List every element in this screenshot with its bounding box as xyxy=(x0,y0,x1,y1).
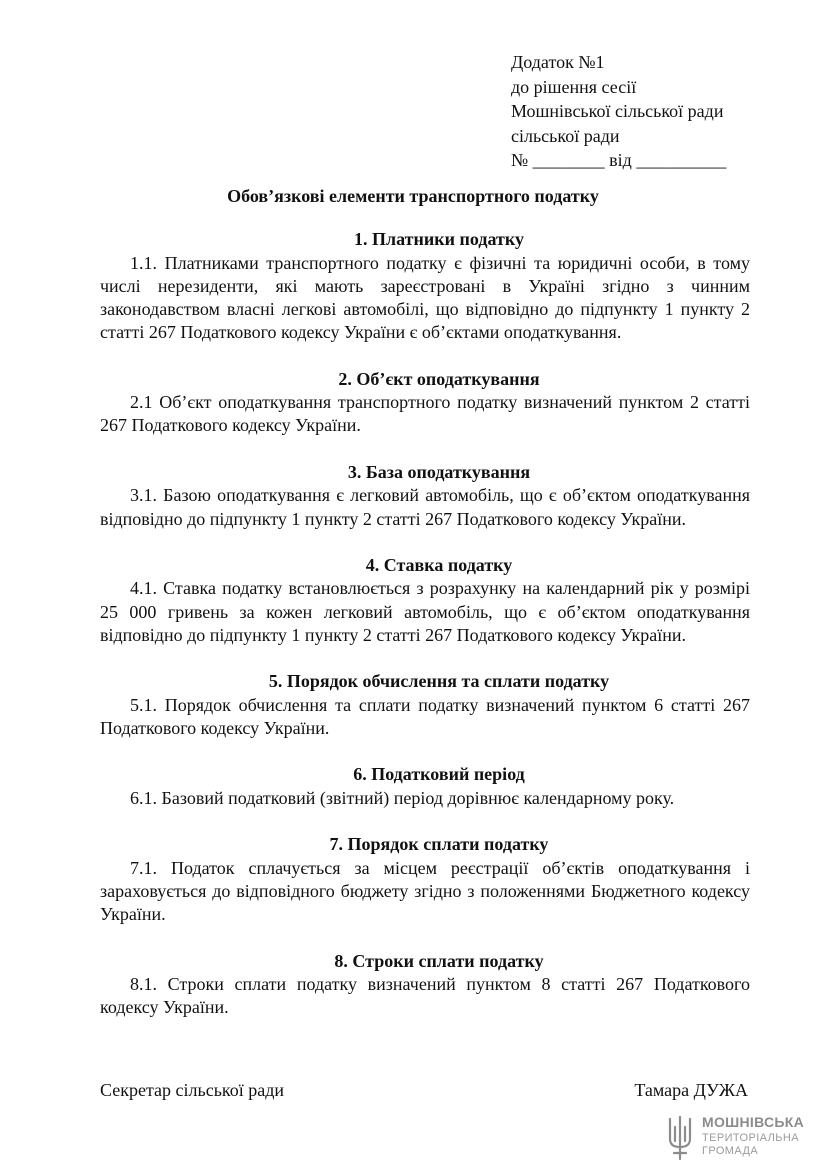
logo-subtitle-2: ГРОМАДА xyxy=(702,1145,759,1157)
appendix-line-1: Додаток №1 xyxy=(511,52,605,72)
section-heading: 4. Ставка податку xyxy=(365,554,513,575)
section-heading: 8. Строки сплати податку xyxy=(334,950,544,971)
logo-subtitle-1: ТЕРИТОРІАЛЬНА xyxy=(702,1132,799,1144)
section-object xyxy=(100,368,750,438)
section-text: 1.1. Платниками транспортного податку є фізичні та юридичні особи, в тому числі нерезиденти, які мають зареєстровані в Україні згідно з чинним законодавством власні легкові автомобілі, що відповідно до підпункту 1 пункту 2 статті 267 Податкового кодексу України є об’єктами оподаткування. xyxy=(100,252,750,343)
section-payment-order xyxy=(100,833,750,926)
section-text: 4.1. Ставка податку встановлюється з розрахунку на календарний рік у розмірі 25 000 гривень за кожен легковий автомобіль, що є об’єктом оподаткування відповідно до підпункту 1 пункту 2 статті 267 Податкового кодексу України. xyxy=(100,578,750,645)
section-text: 5.1. Порядок обчислення та сплати податку визначений пунктом 6 статті 267 Податкового кодексу України. xyxy=(100,694,750,739)
section-heading: 6. Податковий період xyxy=(353,764,525,785)
section-text: 8.1. Строки сплати податку визначений пунктом 8 статті 267 Податкового кодексу України. xyxy=(100,974,750,1018)
community-logo xyxy=(664,1113,814,1163)
section-text: 3.1. Базою оподаткування є легковий автомобіль, що є об’єктом оподаткування відповідно до підпункту 1 пункту 2 статті 267 Податкового кодексу України. xyxy=(100,485,750,529)
section-text: 6.1. Базовий податковий (звітний) період дорівнює календарному року. xyxy=(130,787,675,808)
section-base xyxy=(100,461,750,531)
appendix-line-4: сільської ради xyxy=(511,125,620,146)
signatory-name: Тамара ДУЖА xyxy=(634,1080,748,1100)
trident-icon xyxy=(664,1115,696,1161)
section-payment-terms xyxy=(100,950,750,1020)
appendix-block xyxy=(511,50,771,173)
section-text: 2.1 Об’єкт оподаткування транспортного податку визначений пунктом 2 статті 267 Податкового кодексу України. xyxy=(100,392,750,436)
section-heading: 1. Платники податку xyxy=(354,229,524,249)
section-text: 7.1. Податок сплачується за місцем реєстрації об’єктів оподаткування і зараховується до відповідного бюджету згідно з положеннями Бюджетного кодексу України. xyxy=(100,857,750,925)
signatory-position: Секретар сільської ради xyxy=(100,1080,285,1100)
section-rate xyxy=(100,554,750,647)
logo-brand-text: МОШНІВСЬКА xyxy=(702,1114,805,1130)
section-heading: 7. Порядок сплати податку xyxy=(329,834,549,855)
appendix-line-2: до рішення сесії xyxy=(511,76,637,97)
section-payers xyxy=(100,228,750,345)
section-calculation xyxy=(100,670,750,740)
section-heading: 3. База оподаткування xyxy=(347,461,531,482)
section-heading: 2. Об’єкт оподаткування xyxy=(338,368,540,389)
section-heading: 5. Порядок обчислення та сплати податку xyxy=(268,671,610,692)
section-period xyxy=(100,763,750,810)
appendix-line-3: Мошнівської сільської ради xyxy=(511,101,724,121)
appendix-line-5: № ________ від __________ xyxy=(511,150,727,170)
document-title: Обов’язкові елементи транспортного податку xyxy=(227,186,599,206)
document-body xyxy=(100,228,750,1043)
